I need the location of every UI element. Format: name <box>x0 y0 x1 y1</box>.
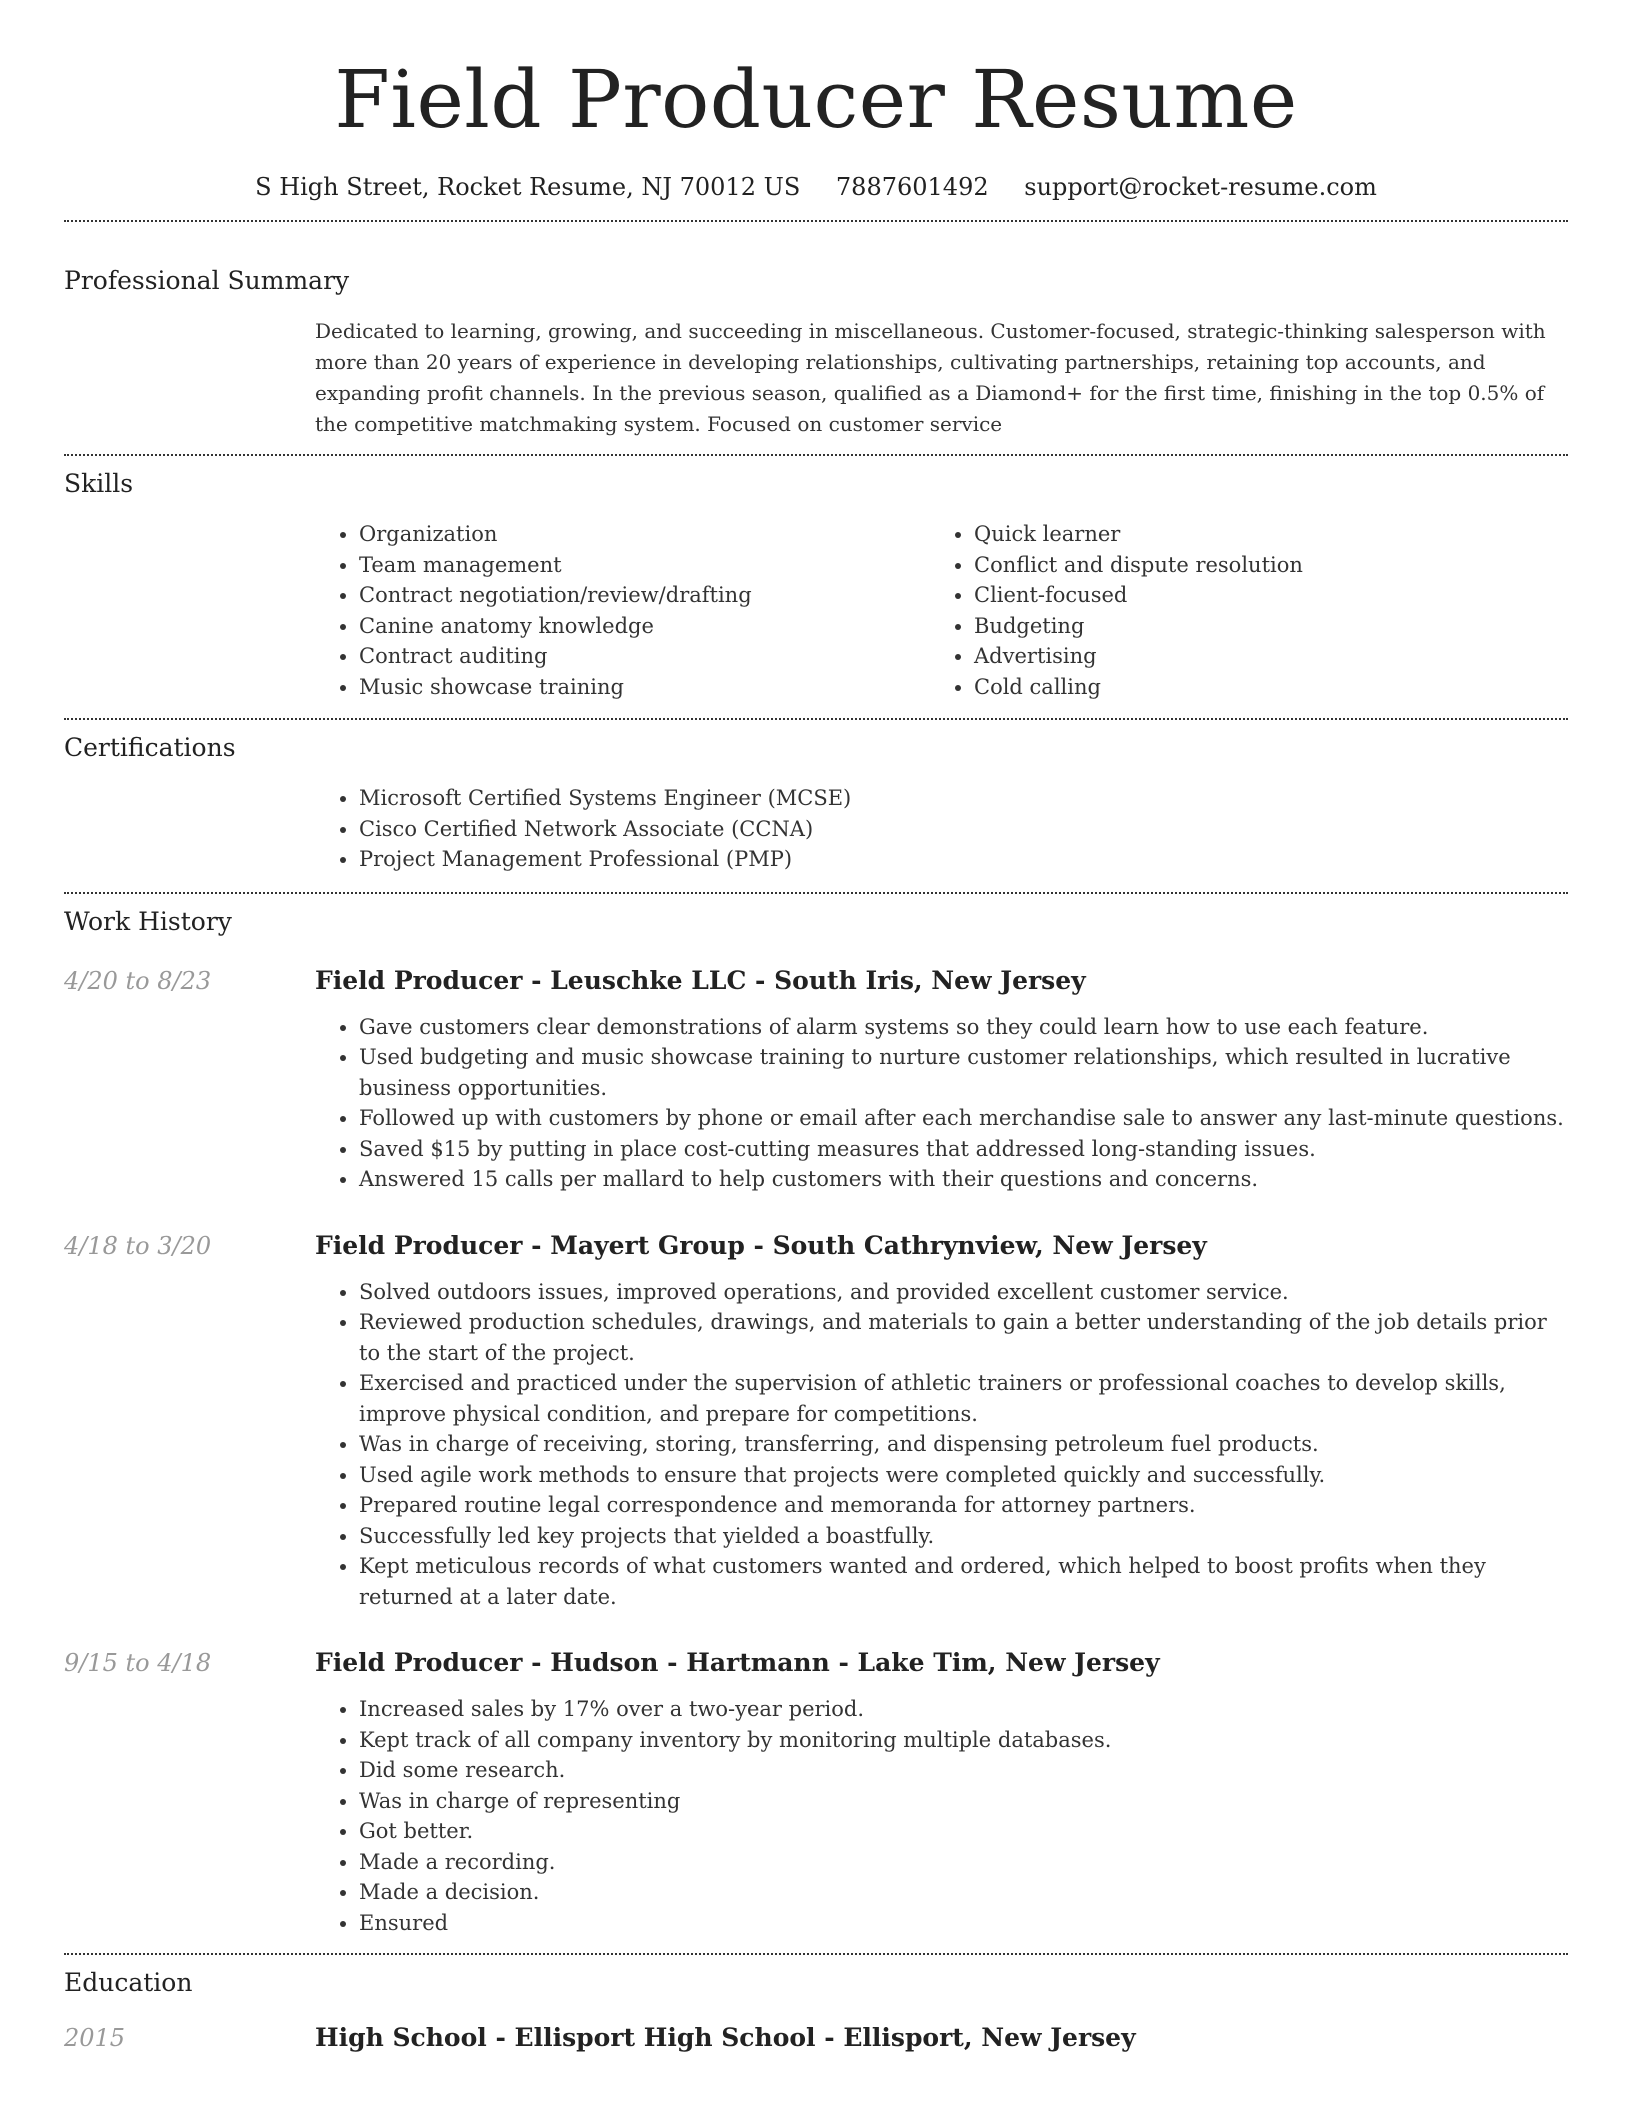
job-bullets <box>315 1277 1568 1613</box>
job-date: 9/15 to 4/18 <box>64 1649 212 1677</box>
education-section <box>64 1955 1568 2055</box>
job-title: Field Producer - Hudson - Hartmann - Lake Tim, New Jersey <box>315 1648 1160 1677</box>
list-item: • Contract auditing <box>359 641 930 672</box>
list-item: • Kept meticulous records of what customers wanted and ordered, which helped to boost profits when they returned at a later date. <box>359 1551 1568 1612</box>
certifications-section <box>64 720 1568 875</box>
list-item: • Used budgeting and music showcase training to nurture customer relationships, which resulted in lucrative business opportunities. <box>359 1042 1568 1103</box>
list-item: • Cold calling <box>974 672 1545 703</box>
education-title: High School - Ellisport High School - Ellisport, New Jersey <box>315 2023 1136 2052</box>
education-header <box>64 2021 1568 2055</box>
job-details <box>315 1694 1568 1938</box>
list-item: • Microsoft Certified Systems Engineer (MCSE) <box>359 783 1568 814</box>
list-item: • Reviewed production schedules, drawings, and materials to gain a better understanding of the job details prior to the start of the project. <box>359 1307 1568 1368</box>
contact-phone: 7887601492 <box>835 173 989 201</box>
resume-header <box>64 0 1568 204</box>
list-item: • Contract negotiation/review/drafting <box>359 580 930 611</box>
summary-text: Dedicated to learning, growing, and succeeding in miscellaneous. Customer-focused, strategic-thinking salesperson with more than 20 years of experience in developing relationships, cultivating partnerships, retaining top accounts, and expanding profit channels. In the previous season, qualified as a Diamond+ for the first time, finishing in the top 0.5% of the competitive matchmaking system. Focused on customer service <box>315 319 1546 436</box>
summary-content <box>315 316 1568 440</box>
list-item: • Used agile work methods to ensure that projects were completed quickly and successfully. <box>359 1460 1568 1491</box>
list-item: • Was in charge of representing <box>359 1786 1568 1817</box>
skills-list-left <box>315 519 930 702</box>
list-item: • Client-focused <box>974 580 1545 611</box>
list-item: • Increased sales by 17% over a two-year period. <box>359 1694 1568 1725</box>
skills-heading: Skills <box>64 469 134 498</box>
skills-column-left <box>315 519 930 702</box>
job-entry <box>64 1229 1568 1613</box>
list-item: • Cisco Certified Network Associate (CCNA) <box>359 814 1568 845</box>
job-header <box>64 964 1568 998</box>
list-item: • Made a recording. <box>359 1847 1568 1878</box>
job-title: Field Producer - Mayert Group - South Cathrynview, New Jersey <box>315 1230 1207 1260</box>
list-item: • Canine anatomy knowledge <box>359 611 930 642</box>
job-title: Field Producer - Leuschke LLC - South Iris, New Jersey <box>315 965 1086 995</box>
education-entry <box>64 2021 1568 2055</box>
list-item: • Kept track of all company inventory by monitoring multiple databases. <box>359 1725 1568 1756</box>
list-item: • Advertising <box>974 641 1545 672</box>
list-item: • Music showcase training <box>359 672 930 703</box>
list-item: • Got better. <box>359 1816 1568 1847</box>
education-date: 2015 <box>64 2024 126 2052</box>
certifications-content <box>315 783 1568 875</box>
list-item: • Organization <box>359 519 930 550</box>
skills-grid <box>315 519 1568 702</box>
list-item: • Budgeting <box>974 611 1545 642</box>
education-heading: Education <box>64 1968 193 1997</box>
list-item: • Project Management Professional (PMP) <box>359 844 1568 875</box>
list-item: • Team management <box>359 550 930 581</box>
job-date: 4/18 to 3/20 <box>64 1231 212 1260</box>
work-heading: Work History <box>64 906 232 936</box>
list-item: • Made a decision. <box>359 1877 1568 1908</box>
summary-section <box>64 222 1568 440</box>
list-item: • Quick learner <box>974 519 1545 550</box>
skills-column-right <box>930 519 1545 702</box>
list-item: • Gave customers clear demonstrations of alarm systems so they could learn how to use each feature. <box>359 1012 1568 1043</box>
list-item: • Ensured <box>359 1908 1568 1939</box>
job-entry <box>64 1646 1568 1938</box>
list-item: • Solved outdoors issues, improved operations, and provided excellent customer service. <box>359 1277 1568 1308</box>
job-date: 4/20 to 8/23 <box>64 966 212 995</box>
job-details <box>315 1277 1568 1613</box>
contact-email: support@rocket-resume.com <box>1024 173 1377 201</box>
list-item: • Answered 15 calls per mallard to help customers with their questions and concerns. <box>359 1164 1568 1195</box>
list-item: • Was in charge of receiving, storing, transferring, and dispensing petroleum fuel products. <box>359 1429 1568 1460</box>
list-item: • Conflict and dispute resolution <box>974 550 1545 581</box>
list-item: • Prepared routine legal correspondence and memoranda for attorney partners. <box>359 1490 1568 1521</box>
certifications-heading: Certifications <box>64 733 236 762</box>
contact-address: S High Street, Rocket Resume, NJ 70012 US <box>255 173 801 201</box>
contact-line <box>64 170 1568 204</box>
list-item: • Exercised and practiced under the supervision of athletic trainers or professional coaches to develop skills, improve physical condition, and prepare for competitions. <box>359 1368 1568 1429</box>
job-bullets <box>315 1012 1568 1195</box>
list-item: • Successfully led key projects that yielded a boastfully. <box>359 1521 1568 1552</box>
job-header <box>64 1646 1568 1680</box>
resume-title: Field Producer Resume <box>334 53 1298 146</box>
job-details <box>315 1012 1568 1195</box>
list-item: • Did some research. <box>359 1755 1568 1786</box>
certifications-list <box>315 783 1568 875</box>
skills-list-right <box>930 519 1545 702</box>
summary-heading: Professional Summary <box>64 266 350 295</box>
skills-section <box>64 456 1568 702</box>
list-item: • Saved $15 by putting in place cost-cutting measures that addressed long-standing issues. <box>359 1134 1568 1165</box>
job-bullets <box>315 1694 1568 1938</box>
job-header <box>64 1229 1568 1263</box>
work-section <box>64 894 1568 1939</box>
job-entry <box>64 964 1568 1195</box>
list-item: • Followed up with customers by phone or email after each merchandise sale to answer any last-minute questions. <box>359 1103 1568 1134</box>
